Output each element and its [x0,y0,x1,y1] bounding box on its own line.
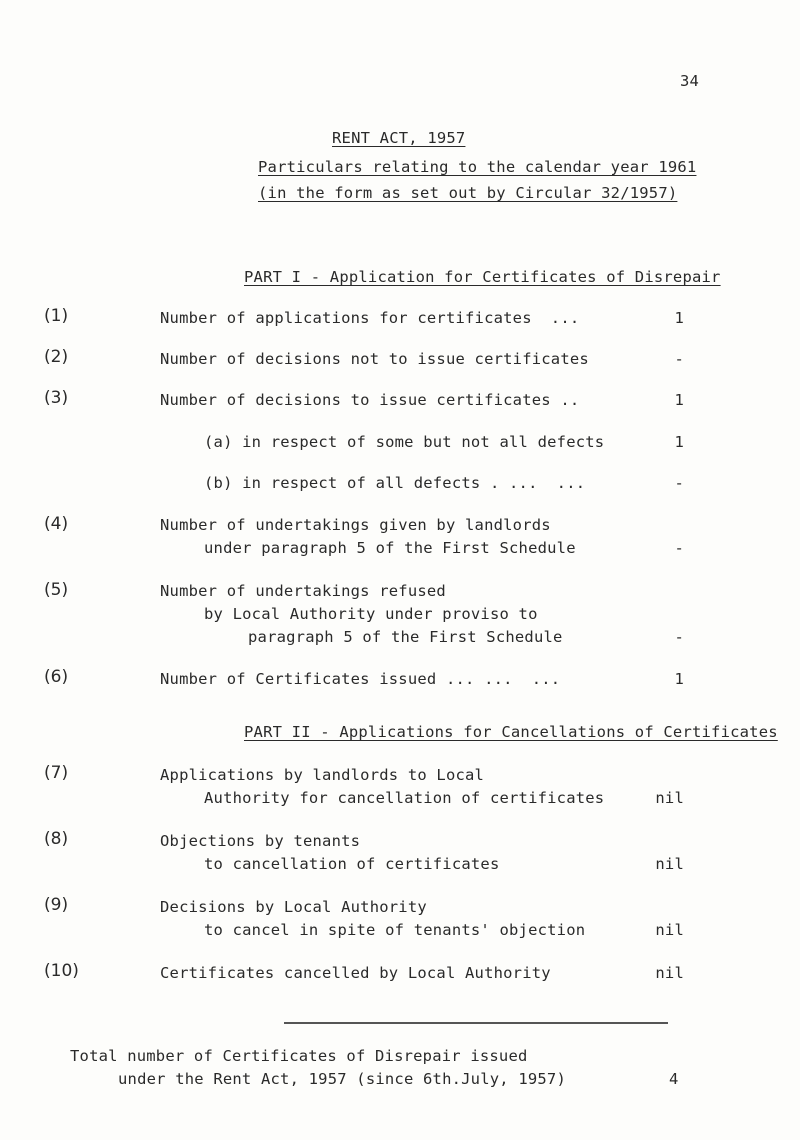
part1-heading: PART I - Application for Certificates of Disrepair [244,268,721,286]
page-number: 34 [680,72,700,90]
item-value: 1 [674,309,684,327]
item-text: (a) in respect of some but not all defects [204,433,605,451]
item-value: nil [655,855,684,873]
item-number: (2) [44,347,69,367]
item-text: Certificates cancelled by Local Authority [160,964,551,982]
item-number: (10) [44,961,79,981]
item-text: Objections by tenants [160,832,361,850]
item-text: Number of applications for certificates ... [160,309,580,327]
header-line-2: (in the form as set out by Circular 32/1957) [258,184,678,202]
item-text: Decisions by Local Authority [160,898,427,916]
item-value: 1 [674,391,684,409]
item-value: nil [655,964,684,982]
item-text: Number of decisions to issue certificates .. [160,391,580,409]
item-value: nil [655,789,684,807]
item-text: Number of Certificates issued ... ... ... [160,670,561,688]
item-number: (1) [44,306,69,326]
divider [284,1022,668,1024]
item-number: (5) [44,580,69,600]
item-text: Number of undertakings given by landlords [160,516,551,534]
item-value: - [674,628,684,646]
item-text: Number of undertakings refused [160,582,446,600]
item-number: (6) [44,667,69,687]
item-number: (9) [44,895,69,915]
item-text: to cancellation of certificates [204,855,500,873]
item-value: 1 [674,433,684,451]
item-text: paragraph 5 of the First Schedule [248,628,563,646]
item-value: - [674,539,684,557]
item-number: (8) [44,829,69,849]
item-value: nil [655,921,684,939]
item-text: under paragraph 5 of the First Schedule [204,539,576,557]
total-value: 4 [669,1070,679,1088]
item-text: Applications by landlords to Local [160,766,485,784]
item-number: (3) [44,388,69,408]
item-text: (b) in respect of all defects . ... ... [204,474,586,492]
total-text: Total number of Certificates of Disrepair issued [70,1047,528,1065]
item-value: - [674,350,684,368]
item-text: Authority for cancellation of certificates [204,789,605,807]
part2-heading: PART II - Applications for Cancellations of Certificates [244,723,778,741]
header-line-1: Particulars relating to the calendar year 1961 [258,158,697,176]
item-number: (4) [44,514,69,534]
item-text: to cancel in spite of tenants' objection [204,921,586,939]
item-text: by Local Authority under proviso to [204,605,538,623]
total-text: under the Rent Act, 1957 (since 6th.July, 1957) [118,1070,566,1088]
item-text: Number of decisions not to issue certificates [160,350,589,368]
item-number: (7) [44,763,69,783]
document-title: RENT ACT, 1957 [332,129,466,147]
item-value: 1 [674,670,684,688]
item-value: - [674,474,684,492]
